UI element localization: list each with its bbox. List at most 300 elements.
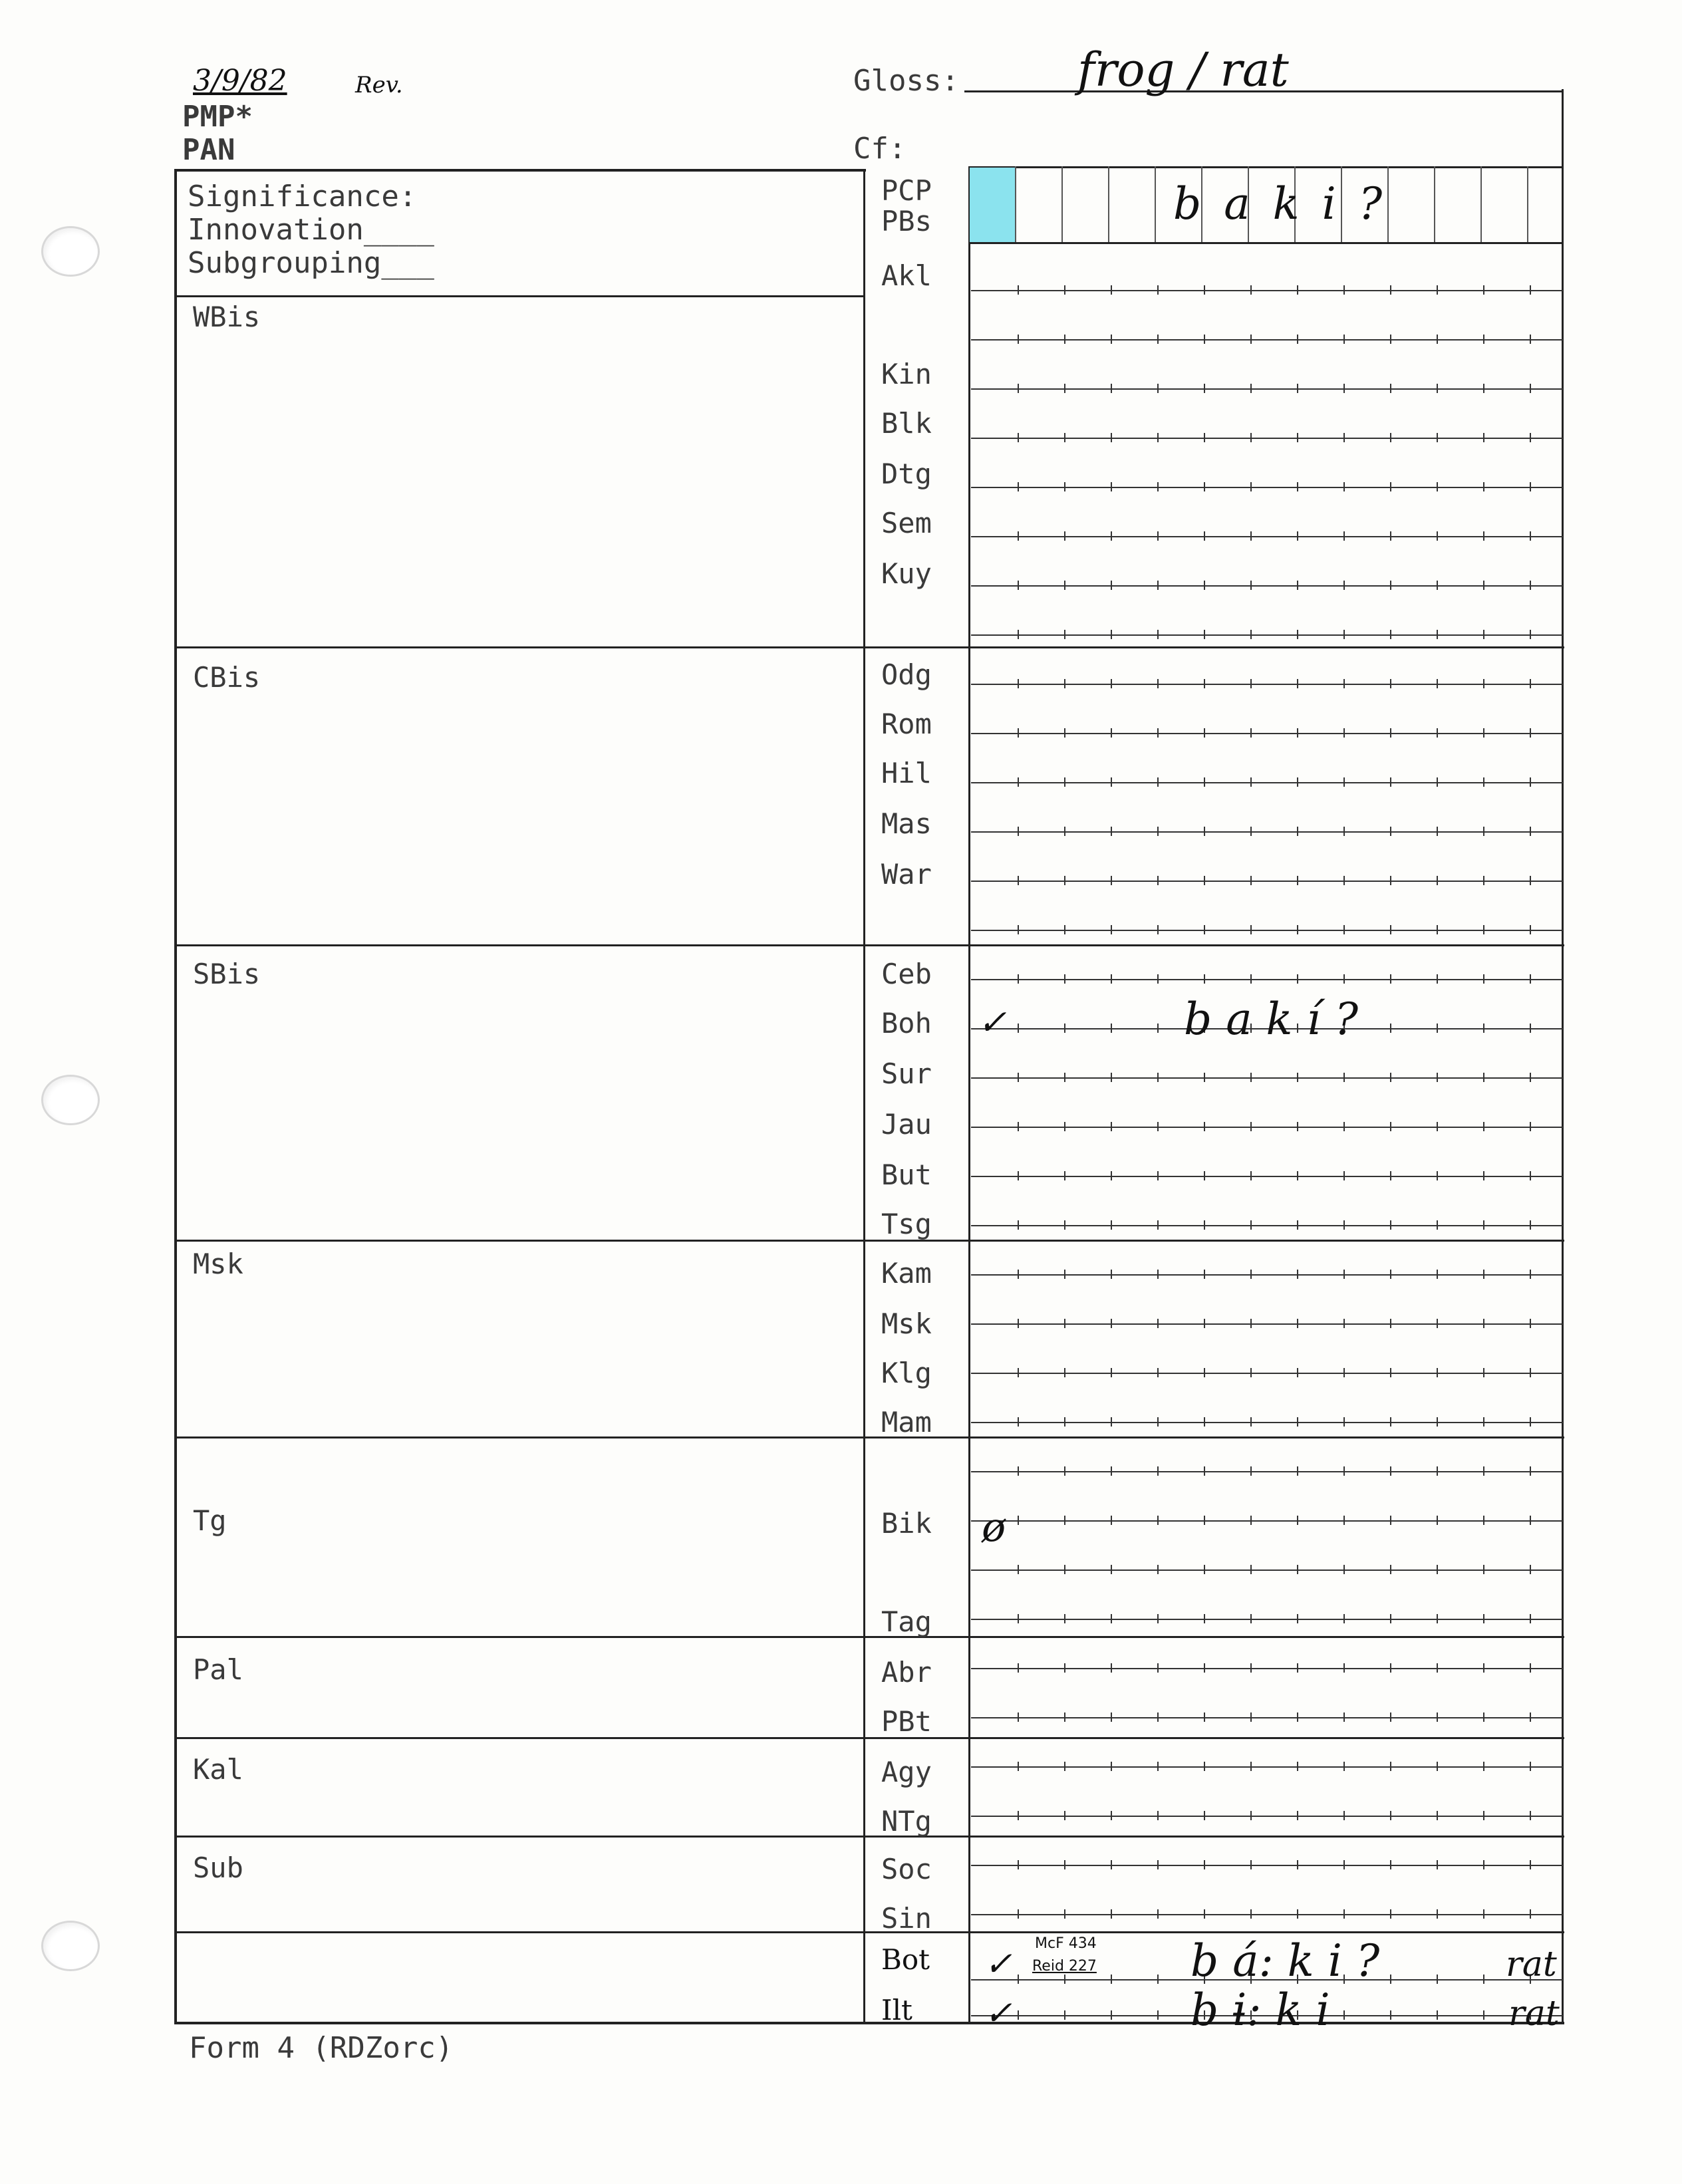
entry-rule-tick [1530,1073,1531,1082]
entry-rule-tick [1250,1516,1252,1525]
entry-rule-tick [1204,777,1205,787]
entry-rule-tick [1064,1024,1065,1033]
entry-rule-tick [1297,1270,1298,1279]
entry-rule-tick [1064,1860,1065,1869]
entry-rule-tick [1018,974,1019,984]
entry-rule-tick [1483,1712,1484,1722]
entry-rule-tick [1530,1171,1531,1180]
entry-rule-tick [1204,1171,1205,1180]
entry-rule-tick [1390,1466,1391,1476]
entry-rule-tick [1390,1614,1391,1623]
entry-rule-tick [1157,777,1159,787]
entry-rule-tick [1157,1860,1159,1869]
entry-rule-tick [1064,1270,1065,1279]
entry-rule-tick [1157,679,1159,688]
entry-rule-tick [1343,1417,1345,1427]
entry-rule-tick [1437,384,1438,393]
entry-rule-tick [1250,1860,1252,1869]
entry-rule-line [971,1176,1563,1177]
frame-top-line [174,169,866,172]
lang-kin: Kin [881,358,932,390]
entry-rule-tick [1483,925,1484,934]
entry-rule-tick [1297,1811,1298,1820]
group-kal: Kal [193,1753,243,1786]
entry-rule-tick [1250,630,1252,639]
entry-rule-tick [1111,1171,1112,1180]
entry-rule-tick [1390,1073,1391,1082]
entry-rule-tick [1157,1024,1159,1033]
entry-rule-tick [1111,581,1112,590]
entry-rule-tick [1018,679,1019,688]
entry-rule-tick [1437,2010,1438,2020]
entry-rule-tick [1297,1762,1298,1771]
entry-rule-tick [1390,482,1391,491]
entry-rule-tick [1483,1762,1484,1771]
entry-rule-tick [1343,974,1345,984]
entry-rule-tick [1204,1073,1205,1082]
entry-rule-tick [1343,1270,1345,1279]
entry-rule-tick [1064,728,1065,738]
entry-rule-tick [1018,1811,1019,1820]
entry-rule-tick [1064,777,1065,787]
entry-rule-tick [1437,285,1438,295]
entry-rule-tick [1437,1073,1438,1082]
entry-rule-tick [1297,827,1298,836]
entry-rule-tick [1390,1417,1391,1427]
entry-rule-tick [1437,1220,1438,1230]
entry-rule-tick [1064,679,1065,688]
group-wbis: WBis [193,301,261,333]
entry-rule-tick [1297,433,1298,442]
entry-rule-tick [1390,1319,1391,1328]
entry-rule-tick [1530,1663,1531,1673]
entry-rule-tick [1157,285,1159,295]
lang-blk: Blk [881,407,932,440]
entry-rule-tick [1018,1122,1019,1131]
entry-rule-tick [1483,1909,1484,1919]
entry-rule-tick [1483,1860,1484,1869]
entry-rule-tick [1250,876,1252,885]
entry-rule-tick [1250,1712,1252,1722]
entry-rule-tick [1111,1565,1112,1574]
entry-rule-line [971,1717,1563,1718]
entry-rule-tick [1483,1270,1484,1279]
bot-note-mcf: McF 434 [1035,1935,1097,1952]
entry-rule-tick [1157,1417,1159,1427]
entry-rule-tick [1390,1024,1391,1033]
entry-rule-tick [1111,384,1112,393]
entry-rule-tick [1064,925,1065,934]
entry-rule-tick [1157,1663,1159,1673]
entry-rule-tick [1157,433,1159,442]
entry-rule-tick [1483,1220,1484,1230]
entry-rule-tick [1111,1024,1112,1033]
entry-rule-tick [1483,1975,1484,1984]
entry-rule-tick [1250,1073,1252,1082]
lang-ntg: NTg [881,1805,932,1838]
entry-rule-tick [1157,1516,1159,1525]
entry-rule-tick [1157,630,1159,639]
form-footer: Form 4 (RDZorc) [189,2031,454,2065]
entry-rule-tick [1064,1516,1065,1525]
entry-rule-tick [1483,384,1484,393]
entry-rule-tick [1390,1811,1391,1820]
lang-pcp: PCP [881,174,932,207]
entry-rule-tick [1297,1712,1298,1722]
entry-rule-tick [1157,482,1159,491]
entry-rule-tick [1483,1466,1484,1476]
lang-mam: Mam [881,1406,932,1438]
entry-rule-tick [1018,1663,1019,1673]
entry-rule-line [971,1323,1563,1325]
entry-rule-tick [1437,876,1438,885]
entry-rule-line [971,536,1563,537]
entry-rule-tick [1111,1270,1112,1279]
entry-rule-tick [1483,1319,1484,1328]
entry-rule-tick [1390,1270,1391,1279]
entry-rule-tick [1157,1975,1159,1984]
gloss-label: Gloss: [853,64,959,98]
entry-rule-tick [1483,433,1484,442]
pan-label: PAN [182,133,235,167]
entry-rule-tick [1530,1762,1531,1771]
entry-rule-tick [1390,827,1391,836]
entry-rule-tick [1390,335,1391,344]
entry-rule-tick [1483,335,1484,344]
entry-rule-tick [1437,728,1438,738]
entry-rule-tick [1437,1663,1438,1673]
entry-rule-tick [1530,1811,1531,1820]
entry-rule-tick [1018,1368,1019,1377]
entry-rule-line [971,733,1563,734]
lang-sur: Sur [881,1057,932,1090]
entry-rule-tick [1437,1614,1438,1623]
entry-rule-tick [1437,1860,1438,1869]
entry-rule-tick [1530,1220,1531,1230]
entry-rule-tick [1250,335,1252,344]
entry-rule-tick [1483,974,1484,984]
entry-rule-tick [1530,925,1531,934]
entry-rule-tick [1111,1663,1112,1673]
entry-rule-tick [1064,827,1065,836]
entry-rule-line [971,290,1563,291]
entry-rule-tick [1530,827,1531,836]
entry-rule-tick [1297,1122,1298,1131]
entry-rule-tick [1250,1614,1252,1623]
lang-kam: Kam [881,1257,932,1290]
entry-rule-tick [1390,1171,1391,1180]
entry-rule-tick [1064,531,1065,541]
entry-rule-tick [1483,1417,1484,1427]
separator-pal [174,1737,1564,1739]
entry-rule-tick [1064,1663,1065,1673]
bot-note-reid: Reid 227 [1032,1958,1097,1975]
entry-rule-line [971,1520,1563,1522]
binder-hole-top [41,226,100,277]
entry-rule-tick [1157,1712,1159,1722]
entry-rule-tick [1343,630,1345,639]
entry-rule-tick [1250,827,1252,836]
entry-rule-tick [1483,1663,1484,1673]
lang-tsg: Tsg [881,1208,932,1240]
entry-rule-tick [1018,925,1019,934]
entry-rule-tick [1018,1073,1019,1082]
binder-hole-bottom [41,1921,100,1971]
entry-rule-line [971,438,1563,439]
entry-rule-tick [1157,531,1159,541]
lang-hil: Hil [881,757,932,789]
entry-rule-tick [1064,433,1065,442]
entry-rule-tick [1064,285,1065,295]
entry-rule-tick [1018,581,1019,590]
entry-rule-tick [1204,1516,1205,1525]
entry-rule-tick [1390,876,1391,885]
entry-rule-tick [1250,679,1252,688]
entry-rule-tick [1111,335,1112,344]
entry-rule-tick [1204,827,1205,836]
entry-rule-tick [1343,1220,1345,1230]
entry-rule-tick [1483,1024,1484,1033]
separator-sbis [174,1240,1564,1242]
ilt-entry: b ɨ: k i [1191,1984,1330,2036]
entry-rule-tick [1250,1220,1252,1230]
entry-rule-tick [1111,925,1112,934]
lang-soc: Soc [881,1853,932,1885]
entry-rule-tick [1064,1417,1065,1427]
entry-rule-line [971,1225,1563,1226]
entry-rule-tick [1297,581,1298,590]
entry-rule-tick [1437,1975,1438,1984]
entry-rule-tick [1250,1565,1252,1574]
entry-rule-tick [1437,1909,1438,1919]
entry-rule-tick [1343,728,1345,738]
lang-sem: Sem [881,507,932,539]
entry-rule-tick [1018,876,1019,885]
entry-rule-tick [1343,335,1345,344]
entry-rule-tick [1297,1171,1298,1180]
entry-rule-tick [1204,1122,1205,1131]
lang-pbt: PBt [881,1705,932,1738]
entry-rule-line [971,487,1563,488]
column-divider-groups [863,169,865,2024]
entry-rule-tick [1204,1466,1205,1476]
group-sub: Sub [193,1851,243,1884]
entry-rule-tick [1390,1712,1391,1722]
entry-rule-tick [1204,974,1205,984]
entry-rule-line [971,979,1563,980]
entry-rule-tick [1343,827,1345,836]
entry-rule-tick [1157,1220,1159,1230]
entry-rule-tick [1018,285,1019,295]
entry-rule-line [971,1619,1563,1620]
entry-rule-tick [1111,876,1112,885]
entry-rule-tick [1018,1762,1019,1771]
entry-rule-tick [1297,1319,1298,1328]
entry-rule-tick [1343,285,1345,295]
entry-rule-tick [1064,581,1065,590]
entry-rule-tick [1483,1614,1484,1623]
entry-rule-tick [1530,433,1531,442]
entry-rule-tick [1204,1270,1205,1279]
entry-rule-tick [1111,2010,1112,2020]
entry-rule-tick [1297,1860,1298,1869]
entry-rule-tick [1483,285,1484,295]
entry-rule-tick [1204,728,1205,738]
entry-rule-tick [1250,1319,1252,1328]
entry-rule-tick [1250,433,1252,442]
pbs-bottom-line [968,242,1564,244]
entry-rule-tick [1204,1811,1205,1820]
entry-rule-line [971,388,1563,390]
entry-rule-tick [1064,1762,1065,1771]
entry-rule-tick [1204,1762,1205,1771]
pbs-entry: baki? [1173,178,1405,229]
entry-rule-tick [1157,1270,1159,1279]
entry-rule-tick [1437,581,1438,590]
entry-rule-tick [1297,1220,1298,1230]
entry-rule-tick [1390,630,1391,639]
entry-rule-tick [1530,1860,1531,1869]
entry-rule-tick [1297,1909,1298,1919]
entry-rule-tick [1297,285,1298,295]
entry-rule-tick [1437,925,1438,934]
ilt-gloss: rat [1508,1994,1560,2034]
entry-rule-tick [1343,1122,1345,1131]
entry-rule-tick [1530,285,1531,295]
entry-rule-tick [1204,482,1205,491]
entry-rule-tick [1297,335,1298,344]
group-pal: Pal [193,1653,243,1686]
bot-entry: b á: k i ? [1191,1935,1380,1986]
entry-rule-tick [1157,1762,1159,1771]
entry-rule-tick [1390,1909,1391,1919]
entry-rule-tick [1437,1466,1438,1476]
entry-rule-tick [1018,827,1019,836]
entry-rule-tick [1530,1516,1531,1525]
entry-rule-tick [1111,1712,1112,1722]
entry-rule-tick [1390,728,1391,738]
group-tg: Tg [193,1504,227,1537]
entry-rule-tick [1530,1270,1531,1279]
entry-rule-tick [1111,1466,1112,1476]
revision-mark: Rev. [355,72,403,98]
entry-rule-tick [1437,1122,1438,1131]
entry-rule-tick [1018,531,1019,541]
group-cbis: CBis [193,661,261,694]
entry-rule-tick [1390,925,1391,934]
pbs-box [1015,166,1063,242]
entry-rule-tick [1204,1565,1205,1574]
entry-rule-tick [1250,1122,1252,1131]
pmp-label: PMP* [182,100,253,134]
entry-rule-tick [1250,285,1252,295]
entry-rule-tick [1204,1614,1205,1623]
lang-war: War [881,858,932,890]
entry-rule-tick [1297,1466,1298,1476]
entry-rule-tick [1018,482,1019,491]
entry-rule-tick [1530,1122,1531,1131]
entry-rule-tick [1530,630,1531,639]
ilt-check: ✓ [984,1994,1012,2032]
entry-rule-line [971,684,1563,685]
entry-rule-tick [1064,1220,1065,1230]
entry-rule-tick [1064,1368,1065,1377]
entry-rule-tick [1111,1368,1112,1377]
lang-akl: Akl [881,259,932,292]
entry-rule-tick [1343,925,1345,934]
pbs-box [1434,166,1482,242]
entry-rule-tick [1018,777,1019,787]
entry-rule-tick [1064,1073,1065,1082]
pbs-box [1108,166,1156,242]
entry-rule-tick [1343,1073,1345,1082]
entry-rule-tick [1064,335,1065,344]
lang-dtg: Dtg [881,458,932,490]
entry-rule-tick [1157,1614,1159,1623]
entry-rule-tick [1250,1270,1252,1279]
entry-rule-tick [1018,433,1019,442]
group-sbis: SBis [193,958,261,990]
entry-rule-tick [1250,384,1252,393]
frame-right-top-line [1562,89,1564,2024]
entry-rule-tick [1204,285,1205,295]
entry-rule-line [971,1471,1563,1472]
entry-rule-tick [1111,1909,1112,1919]
entry-rule-tick [1250,1466,1252,1476]
entry-rule-tick [1530,1909,1531,1919]
entry-rule-tick [1204,1712,1205,1722]
entry-rule-tick [1157,925,1159,934]
entry-rule-tick [1018,1319,1019,1328]
separator-msk [174,1436,1564,1438]
entry-rule-tick [1157,1171,1159,1180]
lang-sin: Sin [881,1902,932,1935]
binder-hole-middle [41,1075,100,1125]
separator-significance [174,295,865,297]
entry-rule-tick [1111,1860,1112,1869]
entry-rule-tick [1250,1762,1252,1771]
date: 3/9/82 [193,64,287,98]
entry-rule-tick [1064,1122,1065,1131]
entry-rule-tick [1111,531,1112,541]
entry-rule-tick [1343,1762,1345,1771]
entry-rule-tick [1157,974,1159,984]
entry-rule-tick [1297,1417,1298,1427]
entry-rule-tick [1018,1270,1019,1279]
entry-rule-tick [1483,1368,1484,1377]
lang-abr: Abr [881,1656,932,1689]
entry-rule-tick [1250,531,1252,541]
entry-rule-tick [1530,679,1531,688]
entry-rule-tick [1250,581,1252,590]
entry-rule-tick [1297,679,1298,688]
entry-rule-tick [1250,482,1252,491]
entry-rule-tick [1111,1516,1112,1525]
entry-rule-tick [1390,531,1391,541]
entry-rule-tick [1483,630,1484,639]
entry-rule-tick [1437,433,1438,442]
innovation-label: Innovation____ [188,213,434,247]
entry-rule-tick [1297,1368,1298,1377]
entry-rule-tick [1530,1466,1531,1476]
entry-rule-tick [1390,1565,1391,1574]
entry-rule-tick [1204,1663,1205,1673]
entry-rule-tick [1437,1565,1438,1574]
entry-rule-tick [1157,1122,1159,1131]
entry-rule-tick [1437,482,1438,491]
entry-rule-tick [1111,1220,1112,1230]
entry-rule-tick [1111,285,1112,295]
